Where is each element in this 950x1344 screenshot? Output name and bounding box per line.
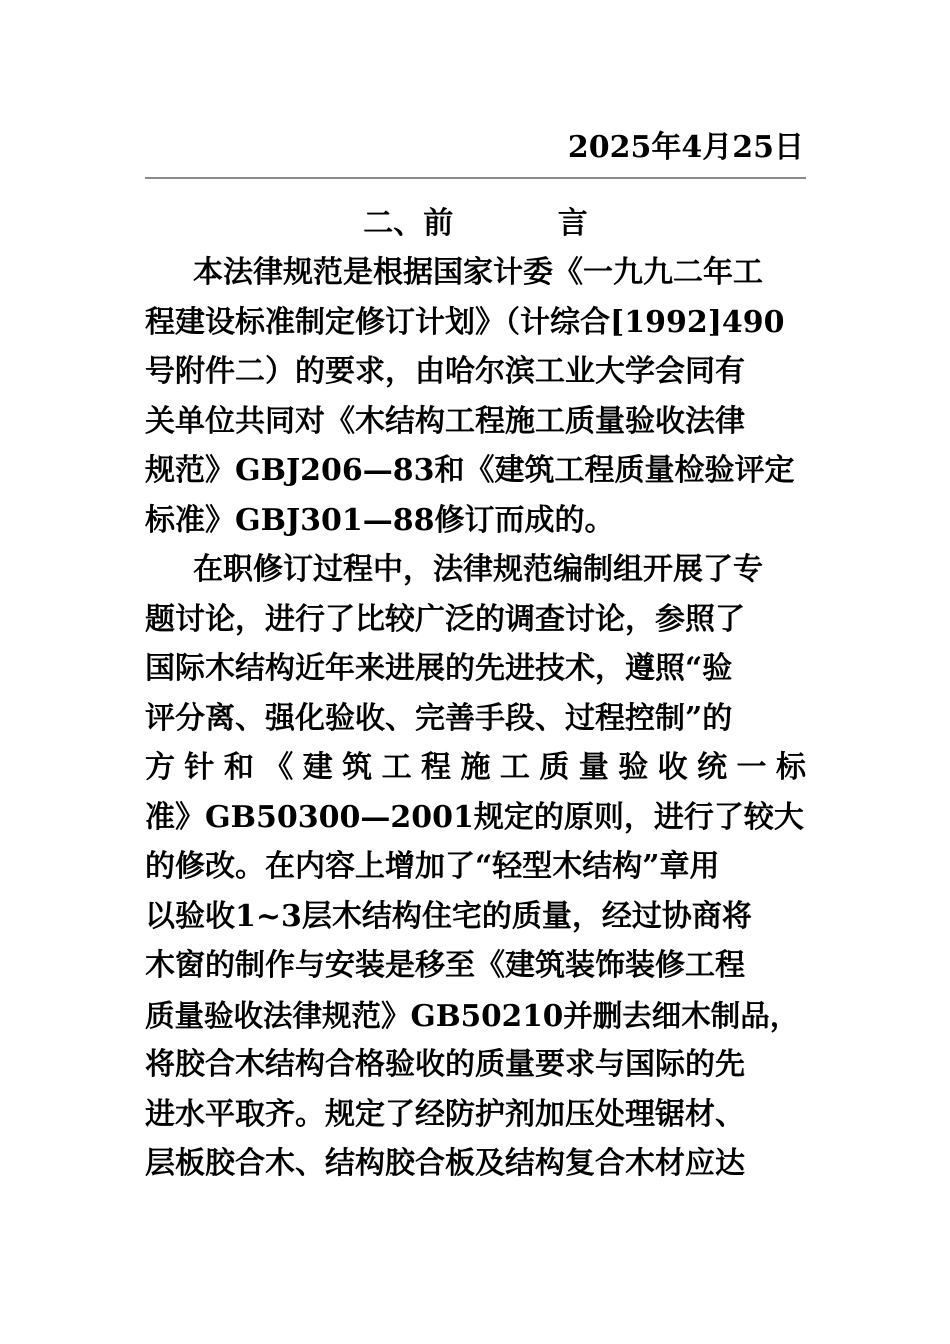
paragraph-line: 评分离、强化验收、完善手段、过程控制”的	[145, 700, 733, 736]
paragraph-line: 关单位共同对《木结构工程施工质量验收法律	[145, 403, 745, 439]
paragraph-line: 标准》GBJ301—88修订而成的。	[145, 502, 615, 538]
header-divider	[145, 177, 806, 179]
paragraph-line: 进水平取齐。规定了经防护剂加压处理锯材、	[145, 1096, 745, 1132]
section-title: 二、前 言	[363, 206, 588, 241]
paragraph-line: 的修改。在内容上增加了“轻型木结构”章用	[145, 849, 720, 884]
paragraph-line: 程建设标准制定修订计划》（计综合[1992]490	[145, 304, 785, 340]
paragraph-line: 国际木结构近年来进展的先进技术，遵照“验	[145, 651, 733, 686]
paragraph-line: 本法律规范是根据国家计委《一九九二年工	[193, 255, 763, 290]
paragraph-line: 木窗的制作与安装是移至《建筑装饰装修工程	[145, 948, 745, 983]
header-date: 2025年4月25日	[567, 130, 804, 165]
paragraph-line: 以验收1~3层木结构住宅的质量，经过协商将	[145, 898, 752, 934]
paragraph-line: 将胶合木结构合格验收的质量要求与国际的先	[145, 1047, 745, 1082]
paragraph-line: 准》GB50300—2001规定的原则，进行了较大	[145, 799, 804, 835]
paragraph-line: 在职修订过程中，法律规范编制组开展了专	[193, 552, 763, 587]
paragraph-line: 质量验收法律规范》GB50210并删去细木制品，	[145, 997, 800, 1033]
paragraph-line: 方针和《建筑工程施工质量验收统一标	[145, 750, 806, 785]
paragraph-line: 规范》GBJ206—83和《建筑工程质量检验评定	[145, 453, 795, 488]
paragraph-line: 层板胶合木、结构胶合板及结构复合木材应达	[145, 1146, 745, 1181]
paragraph-line: 题讨论，进行了比较广泛的调查讨论，参照了	[145, 601, 745, 637]
paragraph-line: 号附件二）的要求，由哈尔滨工业大学会同有	[145, 354, 745, 389]
body-text	[145, 248, 806, 1189]
